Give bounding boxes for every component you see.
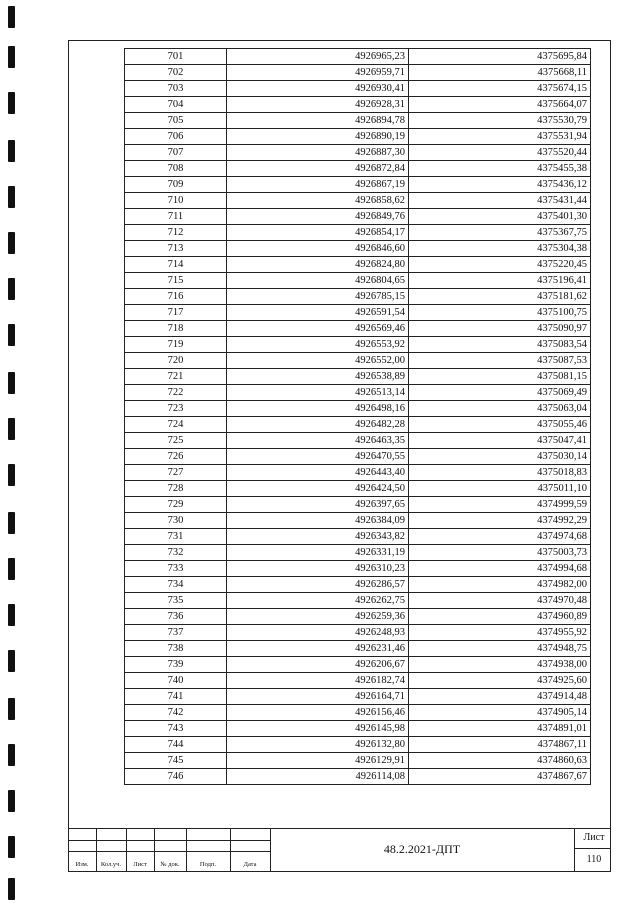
- point-number-cell: 723: [125, 401, 227, 417]
- x-coordinate-cell: 4926552,00: [227, 353, 409, 369]
- x-coordinate-cell: 4926262,75: [227, 593, 409, 609]
- binding-hole: [8, 186, 15, 208]
- point-number-cell: 728: [125, 481, 227, 497]
- table-row: [125, 513, 591, 529]
- y-coordinate-cell: 4375367,75: [409, 225, 591, 241]
- x-coordinate-cell: 4926959,71: [227, 65, 409, 81]
- table-row: [125, 225, 591, 241]
- title-block-divider: [574, 828, 575, 872]
- grid-line: [68, 851, 270, 852]
- point-number-cell: 736: [125, 609, 227, 625]
- table-row: [125, 705, 591, 721]
- table-row: [125, 529, 591, 545]
- table-row: [125, 593, 591, 609]
- point-number-cell: 722: [125, 385, 227, 401]
- x-coordinate-cell: 4926463,35: [227, 433, 409, 449]
- y-coordinate-cell: 4375069,49: [409, 385, 591, 401]
- point-number-cell: 717: [125, 305, 227, 321]
- y-coordinate-cell: 4375520,44: [409, 145, 591, 161]
- x-coordinate-cell: 4926482,28: [227, 417, 409, 433]
- x-coordinate-cell: 4926343,82: [227, 529, 409, 545]
- y-coordinate-cell: 4375401,30: [409, 209, 591, 225]
- x-coordinate-cell: 4926206,67: [227, 657, 409, 673]
- point-number-cell: 740: [125, 673, 227, 689]
- point-number-cell: 714: [125, 257, 227, 273]
- x-coordinate-cell: 4926569,46: [227, 321, 409, 337]
- x-coordinate-cell: 4926248,93: [227, 625, 409, 641]
- y-coordinate-cell: 4375674,15: [409, 81, 591, 97]
- binding-hole: [8, 6, 15, 28]
- x-coordinate-cell: 4926928,31: [227, 97, 409, 113]
- table-row: [125, 273, 591, 289]
- y-coordinate-cell: 4375087,53: [409, 353, 591, 369]
- point-number-cell: 730: [125, 513, 227, 529]
- point-number-cell: 737: [125, 625, 227, 641]
- grid-line: [68, 840, 270, 841]
- x-coordinate-cell: 4926331,19: [227, 545, 409, 561]
- table-row: [125, 689, 591, 705]
- table-row: [125, 721, 591, 737]
- point-number-cell: 745: [125, 753, 227, 769]
- table-row: [125, 753, 591, 769]
- x-coordinate-cell: 4926470,55: [227, 449, 409, 465]
- point-number-cell: 725: [125, 433, 227, 449]
- y-coordinate-cell: 4375055,46: [409, 417, 591, 433]
- y-coordinate-cell: 4374994,68: [409, 561, 591, 577]
- table-row: [125, 353, 591, 369]
- y-coordinate-cell: 4375063,04: [409, 401, 591, 417]
- binding-hole: [8, 790, 15, 812]
- point-number-cell: 703: [125, 81, 227, 97]
- point-number-cell: 710: [125, 193, 227, 209]
- y-coordinate-cell: 4374970,48: [409, 593, 591, 609]
- binding-hole: [8, 878, 15, 900]
- binding-hole: [8, 604, 15, 626]
- point-number-cell: 727: [125, 465, 227, 481]
- coordinates-table: [124, 48, 591, 785]
- point-number-cell: 713: [125, 241, 227, 257]
- table-row: [125, 657, 591, 673]
- point-number-cell: 720: [125, 353, 227, 369]
- y-coordinate-cell: 4374938,00: [409, 657, 591, 673]
- point-number-cell: 738: [125, 641, 227, 657]
- x-coordinate-cell: 4926498,16: [227, 401, 409, 417]
- table-row: [125, 177, 591, 193]
- table-row: [125, 465, 591, 481]
- table-row: [125, 673, 591, 689]
- y-coordinate-cell: 4374974,68: [409, 529, 591, 545]
- y-coordinate-cell: 4375220,45: [409, 257, 591, 273]
- x-coordinate-cell: 4926156,46: [227, 705, 409, 721]
- doc-number-label: № док.: [160, 861, 180, 868]
- y-coordinate-cell: 4374948,75: [409, 641, 591, 657]
- table-row: [125, 113, 591, 129]
- table-row: [125, 449, 591, 465]
- y-coordinate-cell: 4374860,63: [409, 753, 591, 769]
- binding-hole: [8, 698, 15, 720]
- x-coordinate-cell: 4926867,19: [227, 177, 409, 193]
- point-number-cell: 709: [125, 177, 227, 193]
- binding-hole: [8, 836, 15, 858]
- x-coordinate-cell: 4926887,30: [227, 145, 409, 161]
- x-coordinate-cell: 4926858,62: [227, 193, 409, 209]
- x-coordinate-cell: 4926872,84: [227, 161, 409, 177]
- x-coordinate-cell: 4926846,60: [227, 241, 409, 257]
- table-row: [125, 49, 591, 65]
- y-coordinate-cell: 4374955,92: [409, 625, 591, 641]
- sheet-number: 110: [586, 854, 602, 865]
- y-coordinate-cell: 4375431,44: [409, 193, 591, 209]
- table-row: [125, 433, 591, 449]
- x-coordinate-cell: 4926231,46: [227, 641, 409, 657]
- y-coordinate-cell: 4374867,67: [409, 769, 591, 785]
- x-coordinate-cell: 4926443,40: [227, 465, 409, 481]
- x-coordinate-cell: 4926804,65: [227, 273, 409, 289]
- table-row: [125, 129, 591, 145]
- table-row: [125, 481, 591, 497]
- table-row: [125, 625, 591, 641]
- binding-hole: [8, 558, 15, 580]
- point-number-cell: 733: [125, 561, 227, 577]
- point-number-cell: 739: [125, 657, 227, 673]
- table-row: [125, 321, 591, 337]
- table-row: [125, 241, 591, 257]
- y-coordinate-cell: 4374982,00: [409, 577, 591, 593]
- quantity-label: Кол.уч.: [100, 861, 122, 868]
- binding-hole: [8, 46, 15, 68]
- y-coordinate-cell: 4375455,38: [409, 161, 591, 177]
- x-coordinate-cell: 4926114,08: [227, 769, 409, 785]
- binding-hole: [8, 232, 15, 254]
- binding-hole: [8, 744, 15, 766]
- binding-hole: [8, 464, 15, 486]
- x-coordinate-cell: 4926164,71: [227, 689, 409, 705]
- x-coordinate-cell: 4926894,78: [227, 113, 409, 129]
- y-coordinate-cell: 4374867,11: [409, 737, 591, 753]
- point-number-cell: 708: [125, 161, 227, 177]
- y-coordinate-cell: 4374914,48: [409, 689, 591, 705]
- table-row: [125, 369, 591, 385]
- binding-hole: [8, 324, 15, 346]
- y-coordinate-cell: 4375030,14: [409, 449, 591, 465]
- y-coordinate-cell: 4374999,59: [409, 497, 591, 513]
- table-row: [125, 417, 591, 433]
- y-coordinate-cell: 4375695,84: [409, 49, 591, 65]
- table-row: [125, 737, 591, 753]
- table-row: [125, 497, 591, 513]
- point-number-cell: 735: [125, 593, 227, 609]
- point-number-cell: 734: [125, 577, 227, 593]
- point-number-cell: 732: [125, 545, 227, 561]
- binding-hole: [8, 650, 15, 672]
- x-coordinate-cell: 4926785,15: [227, 289, 409, 305]
- x-coordinate-cell: 4926849,76: [227, 209, 409, 225]
- y-coordinate-cell: 4375196,41: [409, 273, 591, 289]
- x-coordinate-cell: 4926553,92: [227, 337, 409, 353]
- y-coordinate-cell: 4375664,07: [409, 97, 591, 113]
- date-label: Дата: [243, 861, 257, 868]
- y-coordinate-cell: 4374891,01: [409, 721, 591, 737]
- y-coordinate-cell: 4374905,14: [409, 705, 591, 721]
- x-coordinate-cell: 4926930,41: [227, 81, 409, 97]
- binding-hole: [8, 372, 15, 394]
- table-row: [125, 305, 591, 321]
- table-row: [125, 609, 591, 625]
- title-block: [68, 828, 611, 872]
- table-row: [125, 577, 591, 593]
- point-number-cell: 716: [125, 289, 227, 305]
- point-number-cell: 711: [125, 209, 227, 225]
- table-row: [125, 161, 591, 177]
- x-coordinate-cell: 4926384,09: [227, 513, 409, 529]
- table-row: [125, 209, 591, 225]
- x-coordinate-cell: 4926824,80: [227, 257, 409, 273]
- x-coordinate-cell: 4926182,74: [227, 673, 409, 689]
- point-number-cell: 724: [125, 417, 227, 433]
- point-number-cell: 741: [125, 689, 227, 705]
- point-number-cell: 726: [125, 449, 227, 465]
- x-coordinate-cell: 4926591,54: [227, 305, 409, 321]
- binding-hole: [8, 512, 15, 534]
- sheet-divider: [574, 848, 611, 849]
- y-coordinate-cell: 4375181,62: [409, 289, 591, 305]
- x-coordinate-cell: 4926129,91: [227, 753, 409, 769]
- revision-label: Изм.: [75, 861, 89, 868]
- x-coordinate-cell: 4926513,14: [227, 385, 409, 401]
- table-row: [125, 257, 591, 273]
- point-number-cell: 702: [125, 65, 227, 81]
- x-coordinate-cell: 4926890,19: [227, 129, 409, 145]
- y-coordinate-cell: 4375100,75: [409, 305, 591, 321]
- y-coordinate-cell: 4375436,12: [409, 177, 591, 193]
- y-coordinate-cell: 4375011,10: [409, 481, 591, 497]
- x-coordinate-cell: 4926132,80: [227, 737, 409, 753]
- y-coordinate-cell: 4375018,83: [409, 465, 591, 481]
- binding-hole: [8, 418, 15, 440]
- table-row: [125, 193, 591, 209]
- x-coordinate-cell: 4926965,23: [227, 49, 409, 65]
- y-coordinate-cell: 4375304,38: [409, 241, 591, 257]
- x-coordinate-cell: 4926538,89: [227, 369, 409, 385]
- sheet-col-label: Лист: [133, 861, 147, 868]
- table-row: [125, 81, 591, 97]
- y-coordinate-cell: 4375668,11: [409, 65, 591, 81]
- binding-hole: [8, 278, 15, 300]
- table-row: [125, 65, 591, 81]
- y-coordinate-cell: 4375530,79: [409, 113, 591, 129]
- point-number-cell: 705: [125, 113, 227, 129]
- y-coordinate-cell: 4375531,94: [409, 129, 591, 145]
- x-coordinate-cell: 4926259,36: [227, 609, 409, 625]
- table-row: [125, 769, 591, 785]
- table-row: [125, 97, 591, 113]
- point-number-cell: 718: [125, 321, 227, 337]
- point-number-cell: 721: [125, 369, 227, 385]
- point-number-cell: 744: [125, 737, 227, 753]
- y-coordinate-cell: 4374992,29: [409, 513, 591, 529]
- x-coordinate-cell: 4926145,98: [227, 721, 409, 737]
- table-row: [125, 401, 591, 417]
- sheet-label: Лист: [583, 832, 605, 843]
- x-coordinate-cell: 4926424,50: [227, 481, 409, 497]
- x-coordinate-cell: 4926397,65: [227, 497, 409, 513]
- binding-hole: [8, 92, 15, 114]
- coordinates-table-body: [125, 49, 591, 785]
- point-number-cell: 715: [125, 273, 227, 289]
- x-coordinate-cell: 4926286,57: [227, 577, 409, 593]
- y-coordinate-cell: 4374925,60: [409, 673, 591, 689]
- point-number-cell: 706: [125, 129, 227, 145]
- x-coordinate-cell: 4926854,17: [227, 225, 409, 241]
- point-number-cell: 707: [125, 145, 227, 161]
- point-number-cell: 719: [125, 337, 227, 353]
- point-number-cell: 742: [125, 705, 227, 721]
- x-coordinate-cell: 4926310,23: [227, 561, 409, 577]
- point-number-cell: 731: [125, 529, 227, 545]
- table-row: [125, 337, 591, 353]
- point-number-cell: 712: [125, 225, 227, 241]
- binding-hole: [8, 140, 15, 162]
- table-row: [125, 385, 591, 401]
- y-coordinate-cell: 4374960,89: [409, 609, 591, 625]
- point-number-cell: 743: [125, 721, 227, 737]
- signature-label: Подп.: [199, 861, 217, 868]
- table-row: [125, 641, 591, 657]
- document-code: 48.2.2021-ДПТ: [383, 842, 461, 856]
- table-row: [125, 289, 591, 305]
- table-row: [125, 145, 591, 161]
- y-coordinate-cell: 4375081,15: [409, 369, 591, 385]
- y-coordinate-cell: 4375083,54: [409, 337, 591, 353]
- point-number-cell: 704: [125, 97, 227, 113]
- y-coordinate-cell: 4375047,41: [409, 433, 591, 449]
- table-row: [125, 561, 591, 577]
- y-coordinate-cell: 4375090,97: [409, 321, 591, 337]
- table-row: [125, 545, 591, 561]
- binding-holes: [8, 0, 16, 905]
- y-coordinate-cell: 4375003,73: [409, 545, 591, 561]
- point-number-cell: 729: [125, 497, 227, 513]
- point-number-cell: 701: [125, 49, 227, 65]
- point-number-cell: 746: [125, 769, 227, 785]
